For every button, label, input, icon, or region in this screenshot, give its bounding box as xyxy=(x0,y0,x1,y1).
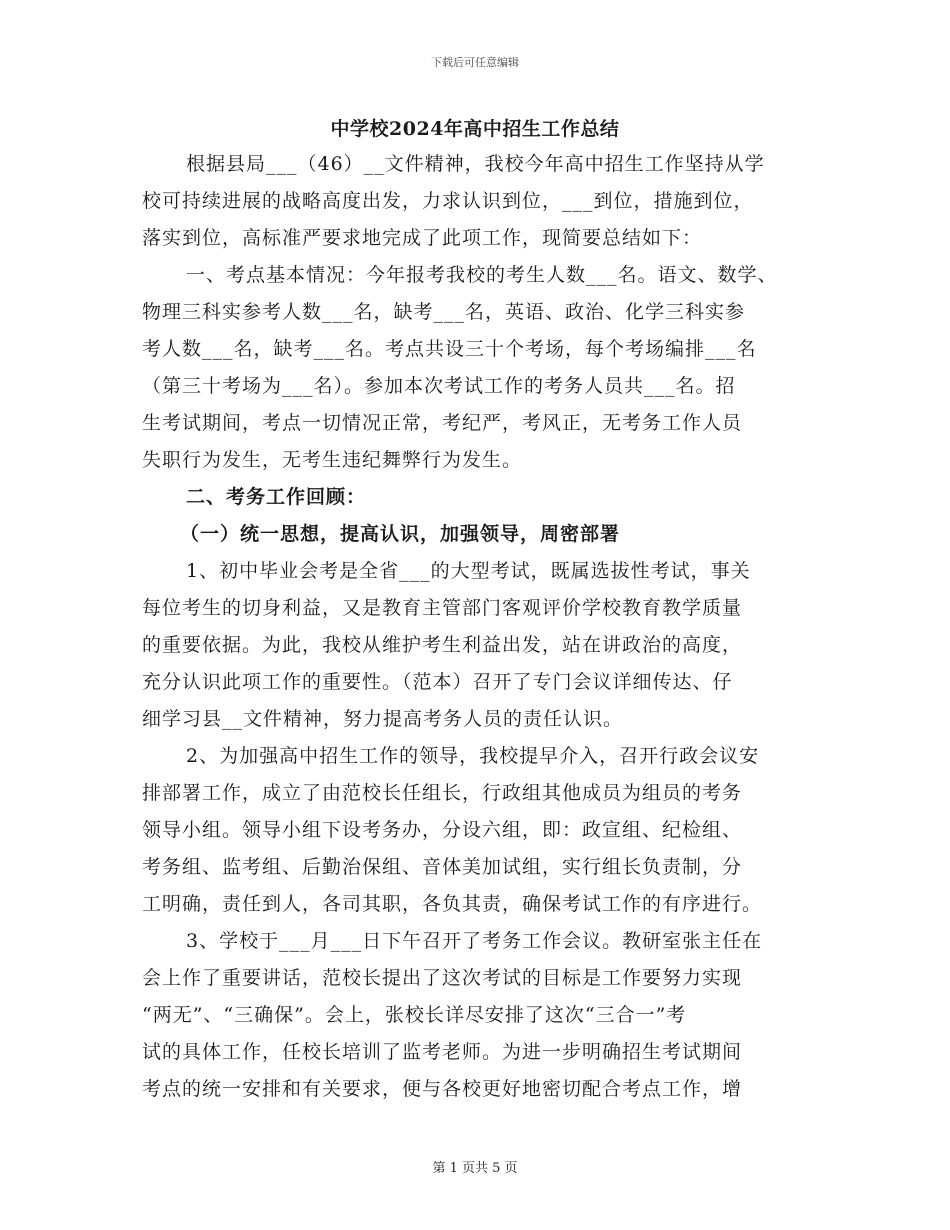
document-title: 中学校2024年高中招生工作总结 xyxy=(330,118,620,140)
paragraph-line: 的重要依据。为此，我校从维护考生利益出发，站在讲政治的高度， xyxy=(142,634,743,656)
paragraph-line: 2、为加强高中招生工作的领导，我校提早介入，召开行政会议安 xyxy=(186,745,760,767)
paragraph-line: 一、考点基本情况：今年报考我校的考生人数___名。语文、数学、 xyxy=(186,264,778,286)
page-footer: 第 1 页共 5 页 xyxy=(432,1161,518,1176)
paragraph-line: 落实到位，高标准严要求地完成了此项工作，现简要总结如下： xyxy=(142,227,703,249)
paragraph-line: 生考试期间，考点一切情况正常，考纪严，考风正，无考务工作人员 xyxy=(142,412,743,434)
paragraph-line: 校可持续进展的战略高度出发，力求认识到位，___到位，措施到位， xyxy=(142,190,754,212)
paragraph-line: 会上作了重要讲话，范校长提出了这次考试的目标是工作要努力实现 xyxy=(142,967,743,989)
document-body xyxy=(142,146,822,1108)
paragraph-line: 考务组、监考组、后勤治保组、音体美加试组，实行组长负责制，分 xyxy=(142,856,743,878)
paragraph-line: “两无”、“三确保”。会上，张校长详尽安排了这次“三合一”考 xyxy=(142,1004,687,1026)
paragraph-line: 考点的统一安排和有关要求，便与各校更好地密切配合考点工作，增 xyxy=(142,1078,743,1100)
paragraph-line: 物理三科实参考人数___名，缺考___名，英语、政治、化学三科实参 xyxy=(142,301,746,323)
paragraph-line: 细学习县__文件精神，努力提高考务人员的责任认识。 xyxy=(142,708,624,730)
paragraph-line: 充分认识此项工作的重要性。（范本）召开了专门会议详细传达、仔 xyxy=(142,671,733,693)
paragraph-line: 1、初中毕业会考是全省___的大型考试，既属选拔性考试，事关 xyxy=(186,560,751,582)
section-heading-line: 二、考务工作回顾： xyxy=(186,486,367,508)
paragraph-line: 工明确，责任到人，各司其职，各负其责，确保考试工作的有序进行。 xyxy=(142,893,763,915)
paragraph-line: 考人数___名，缺考___名。考点共设三十个考场，每个考场编排___名 xyxy=(142,338,757,360)
paragraph-line: 失职行为发生，无考生违纪舞弊行为发生。 xyxy=(142,449,523,471)
paragraph-line: 每位考生的切身利益，又是教育主管部门客观评价学校教育教学质量 xyxy=(142,597,743,619)
paragraph-line: 领导小组。领导小组下设考务办，分设六组，即：政宣组、纪检组、 xyxy=(142,819,743,841)
paragraph-line: 3、学校于___月___日下午召开了考务工作会议。教研室张主任在 xyxy=(186,930,763,952)
page-header: 下载后可任意编辑 xyxy=(431,56,519,69)
paragraph-line: 根据县局___（46）__文件精神，我校今年高中招生工作坚持从学 xyxy=(186,153,765,175)
paragraph-line: 试的具体工作，任校长培训了监考老师。为进一步明确招生考试期间 xyxy=(142,1041,743,1063)
paragraph-line: （第三十考场为___名）。参加本次考试工作的考务人员共___名。招 xyxy=(142,375,736,397)
section-heading-line: （一）统一思想，提高认识，加强领导，周密部署 xyxy=(180,523,621,545)
paragraph-line: 排部署工作，成立了由范校长任组长，行政组其他成员为组员的考务 xyxy=(142,782,743,804)
